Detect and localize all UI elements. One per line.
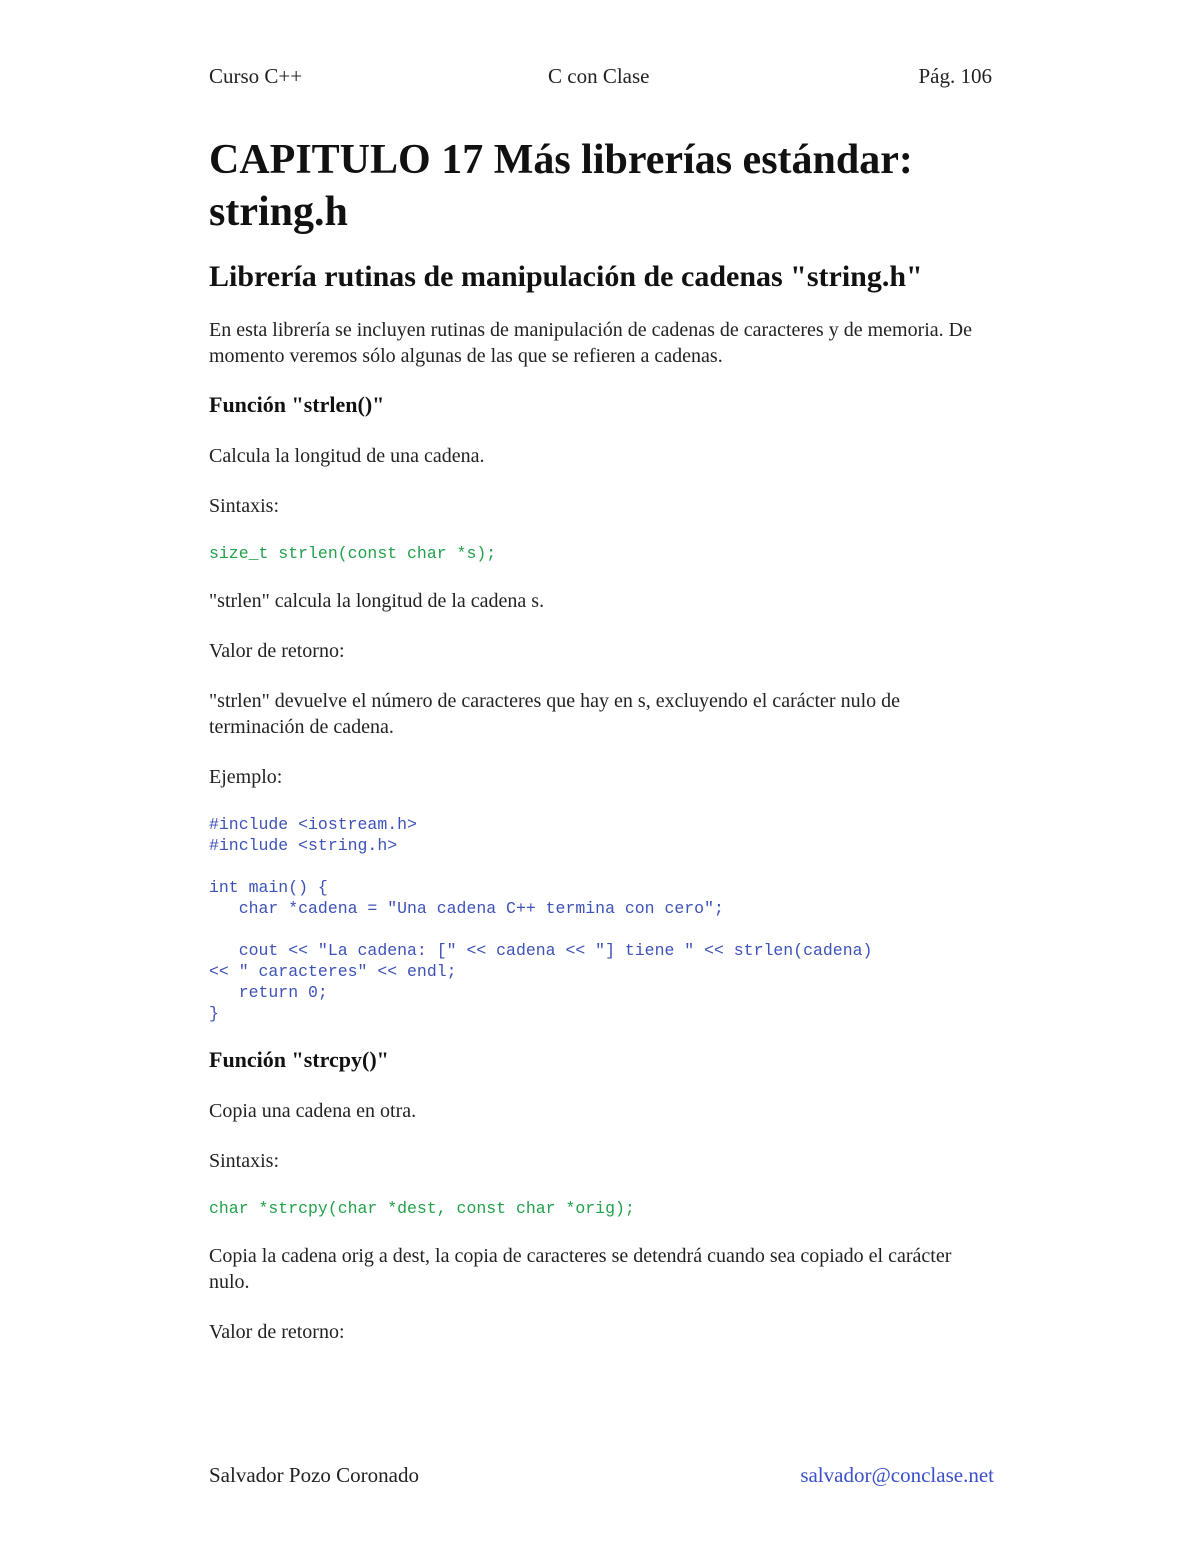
section-title: Librería rutinas de manipulación de cadenas "string.h" <box>209 260 923 293</box>
header-site: C con Clase <box>548 64 650 88</box>
strlen-description: Calcula la longitud de una cadena. <box>209 445 485 467</box>
strlen-explanation: "strlen" calcula la longitud de la cadena s. <box>209 590 545 612</box>
strlen-example-label: Ejemplo: <box>209 766 283 788</box>
strlen-return-text: "strlen" devuelve el número de caracteres que hay en s, excluyendo el carácter nulo de terminación de cadena. <box>209 690 901 738</box>
strcpy-heading: Función "strcpy()" <box>209 1047 389 1072</box>
page-content <box>209 134 994 1345</box>
strcpy-explanation: Copia la cadena orig a dest, la copia de caracteres se detendrá cuando sea copiado el carácter nulo. <box>209 1245 952 1293</box>
document-page <box>209 0 994 1553</box>
strlen-example-code: #include <iostream.h> #include <string.h> int main() { char *cadena = "Una cadena C++ termina con cero"; cout << "La cadena: [" << cadena << "] tiene " << strlen(cadena) << " caracteres" << endl; return 0; } <box>209 815 873 1023</box>
footer-email-link[interactable]: salvador@conclase.net <box>800 1463 994 1487</box>
strcpy-description: Copia una cadena en otra. <box>209 1100 417 1122</box>
strlen-syntax-label: Sintaxis: <box>209 495 280 517</box>
strlen-return-label: Valor de retorno: <box>209 640 345 662</box>
intro-paragraph: En esta librería se incluyen rutinas de manipulación de cadenas de caracteres y de memoria. De momento veremos sólo algunas de las que se refieren a cadenas. <box>209 319 972 367</box>
strlen-heading: Función "strlen()" <box>209 392 385 417</box>
strlen-syntax-code: size_t strlen(const char *s); <box>209 544 497 563</box>
chapter-title: CAPITULO 17 Más librerías estándar: string.h <box>209 137 913 235</box>
strcpy-return-label: Valor de retorno: <box>209 1321 345 1343</box>
header-page-number: Pág. 106 <box>918 64 992 88</box>
page-header <box>209 64 994 94</box>
header-course: Curso C++ <box>209 64 303 88</box>
strcpy-syntax-label: Sintaxis: <box>209 1150 280 1172</box>
strcpy-syntax-code: char *strcpy(char *dest, const char *orig); <box>209 1199 635 1218</box>
page-footer <box>209 1463 994 1493</box>
footer-author: Salvador Pozo Coronado <box>209 1463 419 1487</box>
